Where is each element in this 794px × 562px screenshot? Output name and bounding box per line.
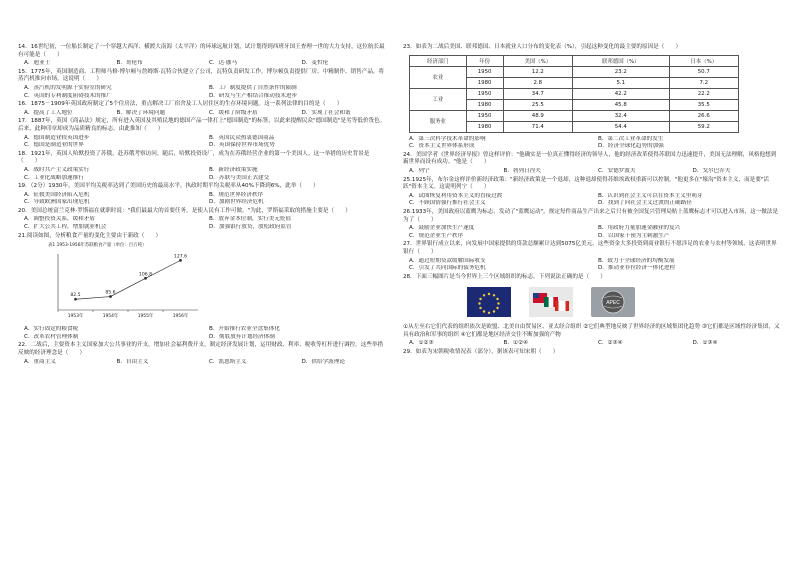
option-d[interactable]: D．彻底放弃计划经济体制 (209, 333, 275, 340)
table-cell: 5.1 (573, 77, 670, 88)
right-column (403, 44, 781, 357)
options (18, 135, 388, 150)
options (18, 359, 388, 367)
question-text: 18．1921年，英国人哈默投资了苏俄，赴苏俄考察访问。随后，哈默投资设厂，成为在苏俄经营企业的第一个美国人。这一举措的历史背景是（ ） (18, 150, 370, 165)
option-d[interactable]: D．麦哲伦 (301, 60, 329, 67)
option-a[interactable]: A．鼓励企业加快生产速度 (409, 225, 475, 232)
data-label: 82.5 (70, 293, 81, 299)
logo-row (467, 287, 781, 317)
table-cell: 26.6 (669, 110, 738, 121)
table-header-row (410, 55, 739, 66)
question-17 (18, 118, 388, 149)
table-cell: 1980 (466, 77, 503, 88)
option-c[interactable]: C．扩大公共工程，增加就业机会 (24, 224, 107, 231)
options (403, 193, 781, 208)
option-a[interactable]: A．战时共产主义政策实行 (24, 166, 90, 173)
table-cell: 25.5 (503, 99, 572, 110)
option-a[interactable]: A．征救美国经济陷入危机 (24, 191, 90, 198)
question-27 (403, 241, 781, 272)
table-cell: 71.4 (503, 121, 572, 132)
question-22 (18, 342, 388, 366)
option-c[interactable]: C．达·伽马 (209, 60, 238, 67)
table-cell: 50.7 (669, 66, 738, 77)
option-d[interactable]: D．加剧世界经济危机 (209, 199, 264, 206)
options (18, 216, 388, 231)
eu-stars-icon (467, 287, 511, 317)
data-label: 106.8 (138, 272, 153, 278)
question-text: 22．二战后，主要资本主义国家加大公共事业的开支，增加社会福利费开支，制定经济发展计划，运用财政、利率、税收等杠杆进行调控。这些举措反映的经济理念是（ ） (18, 342, 384, 357)
data-point (109, 295, 112, 298)
data-point (144, 277, 147, 280)
question-text: 17．1887年，英国《商品法》规定，所有进入英国及其殖民地的德国产品一律打上"德国制造"的标签，以此来提醒民众"德国制造"是劣等低价货色。后来，此种印章却成为品质精良的标志。由此推知（ ） (18, 118, 386, 132)
option-a[interactable]: A．迪亚士 (24, 60, 51, 67)
question-text: 19．（2分）1930年，美国平均关税率达到了美国历史的最高水平，执政时期平均关税率从40%下降到6%，此举（ ） (18, 183, 319, 190)
options (403, 225, 781, 240)
table-cell: 7.2 (669, 77, 738, 88)
question-text: 29．如表为宋朝税收情况表（部分），据该表可知宋朝（ ） (403, 348, 559, 355)
option-c[interactable]: C．不顾国情强行推行社会主义 (409, 200, 486, 207)
question-21 (18, 233, 388, 342)
table-cell: 1950 (466, 88, 503, 99)
table-cell: 35.5 (669, 99, 738, 110)
question-text: 25.1925年，布尔金这样评价新经济政策："新经济政策是一个退却，这种退却使得苏维埃政权重新可以控制。"他更多在"壕沟"资本主义，而是要"活跃"资本主义。这说明列宁（ ） (403, 176, 770, 191)
table-cell: 1980 (466, 121, 503, 132)
apec-logo-icon (591, 287, 635, 317)
question-23 (403, 44, 781, 151)
table-header-cell: 美国（%） (503, 55, 572, 66)
eu-flag-icon (467, 287, 511, 317)
question-18 (18, 151, 388, 182)
options (18, 167, 388, 182)
option-d[interactable]: D．找到了向社会主义过渡的正确路径 (598, 200, 692, 207)
option-d[interactable]: D．加强银行放贷，放松政府监管 (209, 224, 292, 231)
option-a[interactable]: A．调整投资关系，缓和矛盾 (24, 216, 95, 223)
option-b[interactable]: B．①②④ (503, 340, 528, 347)
option-c[interactable]: C．英国的专利制度阻碍技术的推广 (24, 92, 112, 99)
data-label: 85.6 (105, 290, 116, 296)
option-c[interactable]: C．安德罗波夫 (598, 167, 636, 174)
question-text: 24．美国学者《世界经济导报》曾这样评价："他确实是一位真正懂得经济的领导人，他的经济改革使得苏联国力迅速提升，美国无法理解，风格他想到霸世界而设有成功。"他是（ ） (403, 151, 777, 166)
data-point (179, 259, 182, 262)
x-tick-label: 1953年 (67, 314, 84, 320)
left-column (18, 44, 388, 367)
table-row (410, 88, 739, 99)
option-a[interactable]: A．列宁 (409, 167, 430, 174)
table-cell: 45.8 (573, 99, 670, 110)
option-b[interactable]: B．放弃金本位制，实行美元贬值 (209, 216, 292, 223)
table-cell: 2.8 (503, 77, 572, 88)
data-label: 127.6 (173, 254, 188, 260)
series-line (76, 261, 181, 300)
option-d[interactable]: D．苏联与美国正式建交 (209, 174, 270, 181)
option-c[interactable]: C．改革农村管理体制 (24, 333, 79, 340)
option-d[interactable]: D．①③④ (692, 340, 718, 347)
option-d[interactable]: D．供给学派理论 (301, 358, 345, 365)
table-row (410, 110, 739, 121)
question-text: 28．下面三幅图片是当今世界上三个区域组织的标志，下列说法正确的是（ ） (403, 273, 606, 280)
option-a[interactable]: A．试图恢复利用资本主义的直接过渡 (409, 192, 503, 199)
question-text: 27．世界银行成立以来，向发展中国家提供的贷款总额累计达到5075亿美元，这些资金大多投资到商业银行不愿涉足的农业与农村等领域，这表明世界银行（ ） (403, 241, 777, 255)
table-header-cell: 经济部门 (410, 55, 467, 66)
question-19 (18, 183, 388, 207)
option-b[interactable]: B．规范世界经济秩序 (209, 191, 264, 198)
option-b[interactable]: B．自由主义 (116, 358, 149, 365)
question-25 (403, 177, 781, 208)
option-c[interactable]: C．引发了共同国际的债务危机 (409, 265, 486, 272)
table-cell: 1950 (466, 110, 503, 121)
option-d[interactable]: D．研发与生产相结合推动技术进步 (209, 92, 298, 99)
question-text: 20．美国总统富兰克林·罗斯福在就职时说："我们最最大的首要任务，是使人民有工作可做。"为此，罗斯福采取的措施主要是（ ） (18, 207, 351, 214)
question-text: 16．1875－1909年英国政府制定了5个住房法，重点解决工厂宿舍及工人居住区的生存环境问题。这一系列法律的目的是（ ） (18, 101, 343, 108)
option-a[interactable]: A．通过短期贷款缓解国际收支 (409, 257, 486, 264)
table-cell: 1980 (466, 99, 503, 110)
option-c[interactable]: C．②③④ (598, 340, 623, 347)
question-24 (403, 152, 781, 176)
question-text: 15．1775年，英国制造商、工程师马修·博尔顿与詹姆斯·瓦特合伙建立了公司，瓦特负责研发工作，博尔顿负责提供厂房、中精制作、销售产品，将蒸汽机推向市场。这说明（ ） (18, 68, 385, 83)
table-cell: 23.2 (573, 66, 670, 77)
table-cell: 32.4 (573, 110, 670, 121)
option-a[interactable]: A．德国制造业较英国进步 (24, 134, 90, 141)
table-header-cell: 联邦德国（%） (573, 55, 670, 66)
options (403, 136, 781, 151)
table-row (410, 66, 739, 77)
question-26 (403, 209, 781, 240)
option-a[interactable]: A．提高了工人地位 (24, 109, 73, 116)
options (18, 192, 388, 207)
question-20 (18, 208, 388, 232)
option-c[interactable]: C．导致欧洲国家出现危机 (24, 199, 90, 206)
option-b[interactable]: B．认识到社会主义可以在资本主义里萌芽 (598, 192, 703, 199)
option-b[interactable]: B．工厂制度提供了自然条件的限制 (209, 84, 297, 91)
table-cell: 59.2 (669, 121, 738, 132)
x-tick-label: 1955年 (137, 314, 154, 320)
nafta-flags-svg (529, 287, 573, 317)
option-d[interactable]: D．英国保持世界市场优势 (209, 142, 275, 149)
option-b[interactable]: B．新经济政策实施 (209, 166, 258, 173)
apec-globe-svg (591, 287, 635, 317)
option-c[interactable]: C．工业化战略加速推行 (24, 174, 84, 181)
question-text: 14．16世纪初，一位船长制定了一个穿越大西洋、横渡大南海（太平洋）的环球远航计划，试计划得到西班牙国王查理一世的大力支持，这位航长最有可能是（ ） (18, 44, 385, 58)
option-c[interactable]: C．缓和了阶级矛盾 (209, 109, 258, 116)
option-a[interactable]: A．实行固定的粮食税 (24, 326, 79, 333)
table-cell: 农业 (410, 66, 467, 88)
question-15 (18, 69, 388, 100)
nafta-flags-icon (529, 287, 573, 317)
option-b[interactable]: B．开始推行农业全盘集体化 (209, 326, 280, 333)
options (403, 340, 781, 348)
option-a[interactable]: A．蒸汽机的发明源于实验室的研究 (24, 84, 112, 91)
options (403, 258, 781, 273)
question-text: 21.阅读如图，分析粮食产量的变化主要由于新政（ ） (18, 232, 162, 239)
question-29 (403, 349, 781, 357)
option-d[interactable]: D．经济全球化趋势的加强 (598, 143, 664, 150)
x-tick-label: 1956年 (172, 314, 189, 320)
data-point (74, 298, 77, 301)
options (18, 60, 388, 68)
table-cell: 54.4 (573, 121, 670, 132)
option-b[interactable]: B．勃列日涅夫 (503, 167, 541, 174)
question-14 (18, 44, 388, 68)
options (18, 110, 388, 118)
table-header-cell: 日本（%） (669, 55, 738, 66)
option-a[interactable]: A．重商主义 (24, 358, 56, 365)
option-c[interactable]: C．德国是制造业的世界 (24, 142, 84, 149)
option-b[interactable]: B．致力于全球经济的均衡发展 (598, 257, 675, 264)
table-cell: 48.9 (503, 110, 572, 121)
table-header-cell: 年份 (466, 55, 503, 66)
table-cell: 服务业 (410, 110, 467, 132)
grain-chart (48, 242, 208, 324)
question-text: 26.1933年，美国政府以蓝鹰为标志，发动了"蓝鹰运动"，规定每件商品生产出来之后只有被全国复兴管理局贴上蓝鹰标志才可以进入市场，这一做法是为了（ ） (403, 208, 779, 223)
table-cell: 工业 (410, 88, 467, 110)
option-b[interactable]: B．哥伦布 (116, 60, 143, 67)
table-cell: 42.2 (573, 88, 670, 99)
chart-title: 表1 1953-1956年苏联粮食产量（单位：百万吨） (48, 243, 147, 249)
option-b[interactable]: B．解决了环境问题 (116, 109, 166, 116)
option-a[interactable]: A．第三次科学技术革命的影响 (409, 135, 486, 142)
employment-table (409, 55, 739, 133)
option-a[interactable]: A．①②③ (409, 340, 434, 347)
x-tick-label: 1954年 (102, 314, 119, 320)
option-b[interactable]: B．第二次工业革命的发生 (598, 135, 664, 142)
option-d[interactable]: D．推动亚非拉经济一体化进程 (598, 265, 676, 272)
options (18, 326, 388, 341)
table-cell: 1950 (466, 66, 503, 77)
option-c[interactable]: C．凯恩斯主义 (209, 358, 247, 365)
option-d[interactable]: D．实现了社会和谐 (301, 109, 351, 116)
options (403, 168, 781, 176)
option-b[interactable]: B．英国民众热衷德国商品 (209, 134, 275, 141)
table-cell: 34.7 (503, 88, 572, 99)
table-cell: 12.2 (503, 66, 572, 77)
option-d[interactable]: D．以国家干预为主刺激生产 (598, 232, 670, 239)
option-c[interactable]: C．资本主义世界体系形成 (409, 143, 475, 150)
apec-logo-label: APEC (606, 300, 620, 307)
chart-svg (48, 242, 208, 324)
table-cell: 22.2 (669, 88, 738, 99)
question-28 (403, 274, 781, 348)
statement-text: ①从左至右它们代表的组织依次是欧盟、北美自由贸易区、亚太经合组织 ②它们典型地反映了世界经济的区域集团化趋势 ③它们都是区域性经济集团，又具有政治和军事的组织 ④它们都是地区经济交往不断加强的产物 (403, 324, 780, 339)
question-text: 23．如表为二战后美国、联邦德国、日本就业人口分布的变化表（%），引起这种变化的最主要的原因是（ ） (403, 44, 682, 50)
option-c[interactable]: C．规范企业生产秩序 (409, 232, 464, 239)
options (18, 85, 388, 100)
question-16 (18, 101, 388, 117)
option-d[interactable]: D．戈尔巴乔夫 (692, 167, 731, 174)
option-b[interactable]: B．用政府力量加速金融业的复兴 (598, 225, 681, 232)
